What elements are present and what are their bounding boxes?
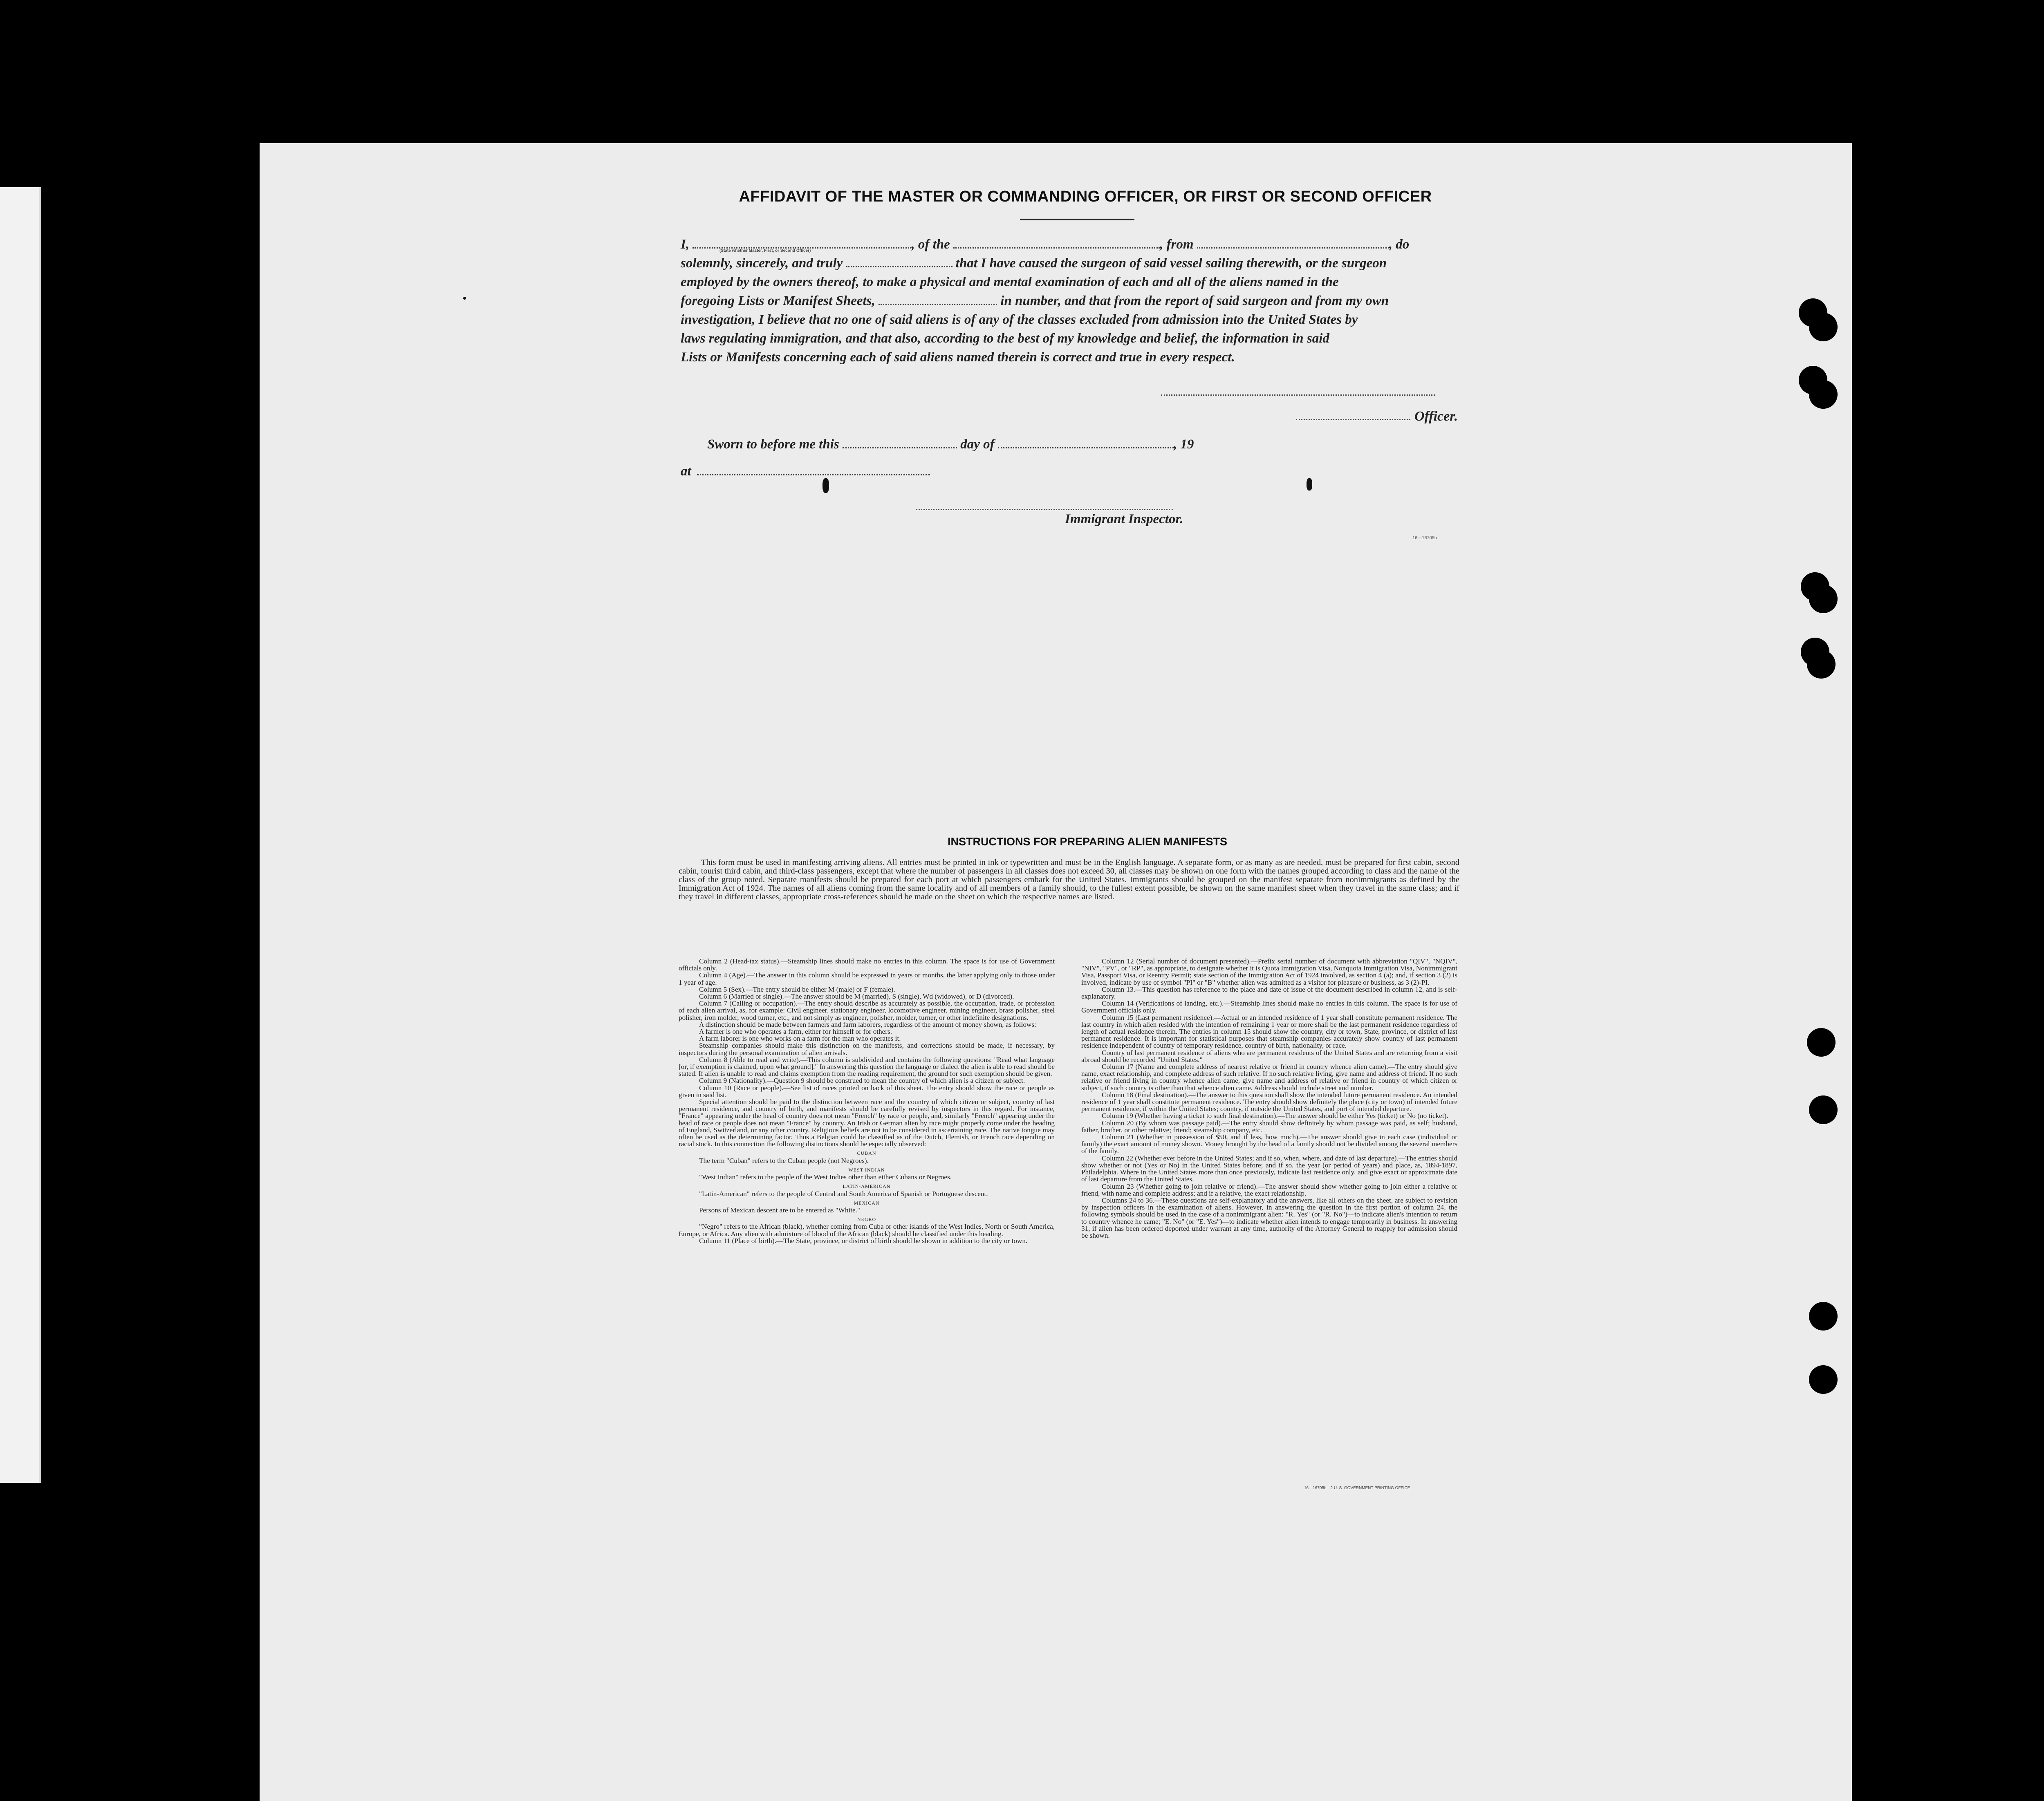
number-field[interactable]: [879, 293, 997, 305]
instructions-intro: This form must be used in manifesting arriving aliens. All entries must be printed in ink or typewritten and must be in the English language. A separate form, or as many as are needed, must be prepared for first cabin, second cabin, tourist third cabin, and third-class passengers, except that where the number of passengers in all classes does not exceed 30, all classes may be shown on one form with the names grouped according to class and the name of the class of the group noted. Separate manifests should be prepared for each port at which passengers embark for the United States. Immigrants should be grouped on the manifest separate from nonimmigrants as defined by the Immigration Act of 1924. The names of all aliens coming from the same locality and of all members of a family should, to the fullest extent possible, be shown on the same manifest sheet when they travel in the same class; and if they travel in different classes, appropriate cross-references should be made on the sheet on which the respective names are listed.: [679, 858, 1459, 901]
ink-speck: [1307, 478, 1312, 491]
title-underline: [1020, 219, 1134, 220]
punch-hole-8: [1807, 650, 1836, 679]
affidavit-line-2: solemnly, sincerely, and truly that I have caused the surgeon of said vessel sailing therewith, or the surgeon: [681, 256, 1387, 271]
heading-west-indian: WEST INDIAN: [848, 1167, 885, 1173]
inspector-label: Immigrant Inspector.: [1065, 512, 1183, 526]
form-code: 16—16705b: [1412, 535, 1437, 540]
officer-rank-field[interactable]: [693, 237, 911, 249]
document-page: [260, 143, 1852, 1801]
sworn-day-field[interactable]: [843, 437, 957, 448]
at-label: at: [681, 464, 691, 479]
vessel-name-field[interactable]: [953, 237, 1160, 249]
instructions-right-column: Column 12 (Serial number of document presented).—Prefix serial number of document with abbreviation "QIV", "NQIV", "NIV", "PV", or "RP", as appropriate, to designate whether it is Quota Immigration Visa, Nonquota Immigration Visa, Nonimmigrant Visa, Passport Visa, or Reentry Permit; state section of the Immigration Act of 1924 involved, as section 4 (a); and, if section 3 (2) is involved, indicate by use of symbol "PI" or "B" whether alien was admitted as a visitor for pleasure or business, as 3 (2)-PI. Column 13.—This question has reference to the place and date of issue of the document described in column 12, and is self-explanatory. Column 14 (Verifications of landing, etc.).—Steamship lines should make no entries in this column. The space is for use of Government officials only. Column 15 (Last permanent residence).—Actual or an intended residence of 1 year shall constitute permanent residence. The last country in which alien resided with the intention of remaining 1 year or more shall be the last permanent residence regardless of length of actual residence therein. The entries in column 15 should show the country, city or town, State, province, or district of last permanent residence. It is important for statistical purposes that steamship companies accurately show country of last permanent residence independent of country of temporary residence, country of birth, nationality, or race. Country of last permanent residence of aliens who are permanent residents of the United States and are returning from a visit abroad should be recorded "United States." Column 17 (Name and complete address of nearest relative or friend in country whence alien came).—The entry should give name, exact relationship, and complete address of such relative. If no such relative living, give name and address of friend. If no such relative or friend living in country whence alien came, give name and address of relative or friend in country of which citizen or subject, if such country is other than that whence alien came. Address should include street and number. Column 18 (Final destination).—The answer to this question shall show the intended future permanent residence. An intended residence of 1 year shall constitute permanent residence. The entry should show definitely the place (city or town) of intended future permanent residence, if within the United States; country, if outside the United States, and port of intended departure. Column 19 (Whether having a ticket to such final destination).—The answer should be either Yes (ticket) or No (no ticket). Column 20 (By whom was passage paid).—The entry should show definitely by whom passage was paid, as self; husband, father, brother, or other relative; friend; steamship company, etc. Column 21 (Whether in possession of $50, and if less, how much).—The answer should give in each case (individual or family) the exact amount of money shown. Money brought by the head of a family should not be divided among the several members of the family. Column 22 (Whether ever before in the United States; and if so, when, where, and date of last departure).—The entries should show whether or not (Yes or No) in the United States before; and if so, the year (or period of years) and place, as, 1894-1897, Philadelphia. Where in the United States more than once previously, indicate last residence only, and give exact or approximate date of last departure from the United States. Column 23 (Whether going to join relative or friend).—The answer should show whether going to join either a relative or friend, with name and complete address; and if a relative, the exact relationship. Columns 24 to 36.—These questions are self-explanatory and the answers, like all others on the sheet, are subject to revision by inspection officers in the examination of aliens. However, in answering the question in the first portion of column 24, the following symbols should be used in the case of a nonimmigrant alien: "R. Yes" (or "R. No")—to indicate alien's intention to return to country whence he came; "E. No" (or "E. Yes")—to indicate whether alien intends to engage temporarily in business. In answering 31, if alien has been ordered deported under warrant at any time, authority of the Attorney General to reapply for admission should be shown.: [1081, 957, 1457, 1239]
punch-hole-11: [1809, 1302, 1838, 1331]
affidavit-line-5: investigation, I believe that no one of said aliens is of any of the classes excluded from admission into the United States by: [681, 312, 1358, 327]
punch-hole-12: [1809, 1365, 1838, 1394]
punch-hole-9: [1807, 1028, 1836, 1057]
sworn-line: Sworn to before me this day of , 19: [707, 437, 1194, 452]
printing-office-footer: 16—16705b—2 U. S. GOVERNMENT PRINTING OFFICE: [1304, 1486, 1410, 1490]
officer-title-line[interactable]: [1296, 419, 1410, 420]
inspector-signature-line[interactable]: [916, 509, 1173, 510]
port-from-field[interactable]: [1197, 237, 1389, 249]
affidavit-body: [681, 235, 1461, 367]
heading-cuban: CUBAN: [857, 1150, 876, 1156]
officer-rank-note: (State whether Master, First, or Second Officer): [719, 249, 811, 253]
instructions-left-column: Column 2 (Head-tax status).—Steamship lines should make no entries in this column. The space is for use of Government officials only. Column 4 (Age).—The answer in this column should be expressed in years or months, the latter applying only to those under 1 year of age. Column 5 (Sex).—The entry should be either M (male) or F (female). Column 6 (Married or single).—The answer should be M (married), S (single), Wd (widowed), or D (divorced). Column 7 (Calling or occupation).—The entry should describe as accurately as possible, the occupation, trade, or profession of each alien arrival, as, for example: Civil engineer, stationary engineer, locomotive engineer, mining engineer, brass polisher, steel polisher, iron molder, wood turner, etc., and not simply as engineer, polisher, molder, turner, or other indefinite designations. A distinction should be made between farmers and farm laborers, regardless of the amount of money shown, as follows: A farmer is one who operates a farm, either for himself or for others. A farm laborer is one who works on a farm for the man who operates it. Steamship companies should make this distinction on the manifests, and corrections should be made, if necessary, by inspectors during the personal examination of alien arrivals. Column 8 (Able to read and write).—This column is subdivided and contains the following questions: "Read what language [or, if exemption is claimed, upon what ground]." In answering this question the language or dialect the alien is able to read should be stated. If alien is unable to read and claims exemption from the reading requirement, the ground for such exemption should be given. Column 9 (Nationality).—Question 9 should be construed to mean the country of which alien is a citizen or subject. Column 10 (Race or people).—See list of races printed on back of this sheet. The entry should show the race or people as given in said list. Special attention should be paid to the distinction between race and the country of which citizen or subject, country of last permanent residence, and country of birth, and manifests should be carefully revised by inspectors in this regard. For instance, "France" appearing under the head of country does not mean "French" by race or people, and, similarly "French" appearing under the head of race or people does not mean "France" by country. An Irish or German alien by race might properly come under the heading of England, Switzerland, or any other country. Religious beliefs are not to be considered in ascertaining race. The native tongue may often be used as the determining factor. Thus a Belgian could be classified as of the Dutch, Flemish, or French race depending on racial stock. In this connection the following distinctions should be especially observed: CUBAN The term "Cuban" refers to the Cuban people (not Negroes). WEST INDIAN "West Indian" refers to the people of the West Indies other than either Cubans or Negroes. LATIN-AMERICAN "Latin-American" refers to the people of Central and South America of Spanish or Portuguese descent. MEXICAN Persons of Mexican descent are to be entered as "White." NEGRO "Negro" refers to the African (black), whether coming from Cuba or other islands of the West Indies, North or South America, Europe, or Africa. Any alien with admixture of blood of the African (black) should be classified under this heading. Column 11 (Place of birth).—The State, province, or district of birth should be shown in addition to the city or town.: [679, 957, 1055, 1245]
affidavit-title: AFFIDAVIT OF THE MASTER OR COMMANDING OFFICER, OR FIRST OR SECOND OFFICER: [739, 188, 1432, 205]
affidavit-line-6: laws regulating immigration, and that also, according to the best of my knowledge and belief, the information in said: [681, 331, 1329, 346]
swear-field[interactable]: [846, 255, 953, 267]
heading-mexican: MEXICAN: [854, 1200, 880, 1206]
affidavit-line-3: employed by the owners thereof, to make a physical and mental examination of each and all of the aliens named in the: [681, 275, 1339, 289]
punch-hole-2: [1809, 313, 1838, 341]
place-line[interactable]: [697, 474, 930, 475]
affidavit-line-7: Lists or Manifests concerning each of said aliens named therein is correct and true in every respect.: [681, 350, 1235, 365]
punch-hole-4: [1809, 380, 1838, 409]
affidavit-line-4: foregoing Lists or Manifest Sheets, in number, and that from the report of said surgeon and from my own: [681, 293, 1389, 308]
punch-hole-6: [1809, 585, 1838, 613]
officer-label: Officer.: [1414, 409, 1458, 424]
instructions-title: INSTRUCTIONS FOR PREPARING ALIEN MANIFESTS: [947, 836, 1228, 848]
affidavit-line-1: I, , of the , from , do: [681, 237, 1410, 252]
heading-negro: NEGRO: [857, 1216, 876, 1223]
ink-speck: [463, 297, 466, 300]
punch-hole-10: [1809, 1095, 1838, 1124]
sworn-month-field[interactable]: [998, 437, 1174, 448]
ink-speck: [823, 478, 829, 493]
officer-signature-line[interactable]: [1161, 394, 1435, 396]
heading-latin-american: LATIN-AMERICAN: [843, 1183, 891, 1189]
